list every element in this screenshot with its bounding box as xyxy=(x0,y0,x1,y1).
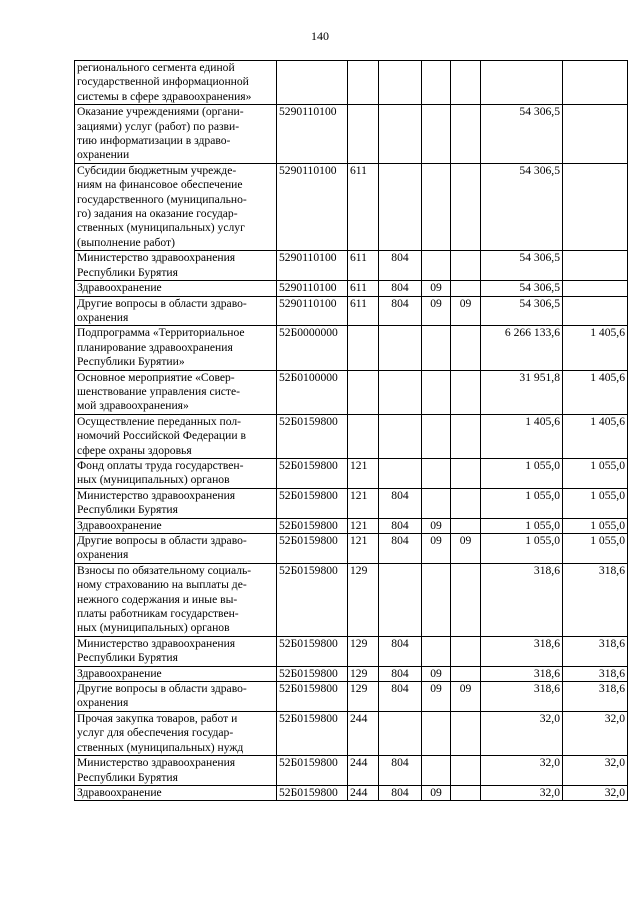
amount-total-cell: 318,6 xyxy=(481,563,563,636)
amount-federal-cell xyxy=(563,251,628,281)
expense-type-code-cell: 611 xyxy=(348,296,379,326)
ministry-code-cell xyxy=(379,326,422,370)
item-name-cell: Другие вопросы в области здраво- охранения xyxy=(75,534,277,564)
table-row xyxy=(75,61,628,105)
expense-type-code-cell: 121 xyxy=(348,518,379,533)
subsection-code-cell xyxy=(451,61,481,105)
amount-federal-cell: 1 055,0 xyxy=(563,488,628,518)
ministry-code-cell: 804 xyxy=(379,281,422,296)
section-code-cell xyxy=(422,105,451,164)
section-code-cell xyxy=(422,488,451,518)
table-row xyxy=(75,414,628,458)
item-name-cell: Взносы по обязательному социаль- ному страхованию на выплаты де- нежного содержания и иные вы- платы работникам государствен- ных (муниципальных) органов xyxy=(75,563,277,636)
ministry-code-cell: 804 xyxy=(379,785,422,800)
amount-federal-cell xyxy=(563,281,628,296)
page-number: 140 xyxy=(311,29,329,43)
subsection-code-cell xyxy=(451,488,481,518)
section-code-cell xyxy=(422,458,451,488)
amount-federal-cell xyxy=(563,105,628,164)
ministry-code-cell xyxy=(379,414,422,458)
subsection-code-cell xyxy=(451,518,481,533)
ministry-code-cell: 804 xyxy=(379,251,422,281)
ministry-code-cell xyxy=(379,563,422,636)
expense-type-code-cell: 611 xyxy=(348,163,379,250)
amount-federal-cell: 32,0 xyxy=(563,711,628,755)
item-name-cell: Другие вопросы в области здраво- охранения xyxy=(75,296,277,326)
expense-type-code-cell xyxy=(348,370,379,414)
amount-federal-cell xyxy=(563,163,628,250)
section-code-cell xyxy=(422,163,451,250)
amount-total-cell: 54 306,5 xyxy=(481,296,563,326)
table-row xyxy=(75,534,628,564)
target-article-code-cell: 52Б0159800 xyxy=(277,518,348,533)
target-article-code-cell: 52Б0159800 xyxy=(277,458,348,488)
subsection-code-cell xyxy=(451,636,481,666)
section-code-cell xyxy=(422,326,451,370)
amount-total-cell: 1 405,6 xyxy=(481,414,563,458)
ministry-code-cell xyxy=(379,458,422,488)
amount-federal-cell: 1 405,6 xyxy=(563,326,628,370)
expense-type-code-cell: 121 xyxy=(348,458,379,488)
item-name-cell: регионального сегмента единой государственной информационной системы в сфере здравоохранения» xyxy=(75,61,277,105)
expense-type-code-cell: 244 xyxy=(348,756,379,786)
amount-federal-cell: 32,0 xyxy=(563,756,628,786)
table-row xyxy=(75,105,628,164)
expense-type-code-cell xyxy=(348,105,379,164)
target-article-code-cell: 52Б0159800 xyxy=(277,666,348,681)
ministry-code-cell: 804 xyxy=(379,534,422,564)
ministry-code-cell: 804 xyxy=(379,636,422,666)
subsection-code-cell xyxy=(451,281,481,296)
section-code-cell xyxy=(422,636,451,666)
amount-federal-cell xyxy=(563,296,628,326)
expense-type-code-cell: 611 xyxy=(348,251,379,281)
budget-table xyxy=(74,60,628,801)
amount-total-cell: 1 055,0 xyxy=(481,488,563,518)
ministry-code-cell: 804 xyxy=(379,296,422,326)
table-row xyxy=(75,163,628,250)
item-name-cell: Фонд оплаты труда государствен- ных (муниципальных) органов xyxy=(75,458,277,488)
amount-total-cell: 1 055,0 xyxy=(481,458,563,488)
amount-federal-cell: 1 055,0 xyxy=(563,518,628,533)
target-article-code-cell: 52Б0159800 xyxy=(277,534,348,564)
section-code-cell xyxy=(422,711,451,755)
ministry-code-cell xyxy=(379,105,422,164)
amount-federal-cell: 1 055,0 xyxy=(563,458,628,488)
table-row xyxy=(75,326,628,370)
item-name-cell: Подпрограмма «Территориальное планирование здравоохранения Республики Бурятии» xyxy=(75,326,277,370)
subsection-code-cell xyxy=(451,785,481,800)
target-article-code-cell: 52Б0159800 xyxy=(277,563,348,636)
amount-federal-cell: 1 405,6 xyxy=(563,370,628,414)
expense-type-code-cell: 129 xyxy=(348,666,379,681)
ministry-code-cell: 804 xyxy=(379,488,422,518)
target-article-code-cell: 52Б0159800 xyxy=(277,756,348,786)
subsection-code-cell xyxy=(451,756,481,786)
target-article-code-cell: 52Б0159800 xyxy=(277,636,348,666)
amount-federal-cell xyxy=(563,61,628,105)
item-name-cell: Здравоохранение xyxy=(75,281,277,296)
amount-total-cell: 54 306,5 xyxy=(481,281,563,296)
table-row xyxy=(75,518,628,533)
amount-total-cell xyxy=(481,61,563,105)
item-name-cell: Здравоохранение xyxy=(75,666,277,681)
expense-type-code-cell: 121 xyxy=(348,488,379,518)
table-row xyxy=(75,296,628,326)
item-name-cell: Министерство здравоохранения Республики Бурятия xyxy=(75,488,277,518)
target-article-code-cell xyxy=(277,61,348,105)
target-article-code-cell: 52Б0159800 xyxy=(277,488,348,518)
amount-total-cell: 318,6 xyxy=(481,682,563,712)
section-code-cell xyxy=(422,370,451,414)
table-row xyxy=(75,281,628,296)
ministry-code-cell xyxy=(379,163,422,250)
section-code-cell: 09 xyxy=(422,296,451,326)
item-name-cell: Субсидии бюджетным учрежде- ниям на финансовое обеспечение государственного (муниципально- го) задания на оказание государ- ственных (муниципальных) услуг (выполнение работ) xyxy=(75,163,277,250)
ministry-code-cell: 804 xyxy=(379,682,422,712)
table-row xyxy=(75,682,628,712)
amount-total-cell: 32,0 xyxy=(481,785,563,800)
subsection-code-cell xyxy=(451,326,481,370)
table-row xyxy=(75,458,628,488)
ministry-code-cell: 804 xyxy=(379,518,422,533)
ministry-code-cell xyxy=(379,711,422,755)
table-row xyxy=(75,563,628,636)
table-row xyxy=(75,666,628,681)
item-name-cell: Здравоохранение xyxy=(75,518,277,533)
subsection-code-cell: 09 xyxy=(451,296,481,326)
expense-type-code-cell xyxy=(348,414,379,458)
expense-type-code-cell: 244 xyxy=(348,785,379,800)
target-article-code-cell: 5290110100 xyxy=(277,281,348,296)
amount-federal-cell: 318,6 xyxy=(563,666,628,681)
target-article-code-cell: 52Б0159800 xyxy=(277,682,348,712)
target-article-code-cell: 52Б0000000 xyxy=(277,326,348,370)
table-row xyxy=(75,251,628,281)
target-article-code-cell: 52Б0159800 xyxy=(277,414,348,458)
section-code-cell xyxy=(422,251,451,281)
table-row xyxy=(75,756,628,786)
amount-total-cell: 318,6 xyxy=(481,666,563,681)
item-name-cell: Осуществление переданных пол- номочий Российской Федерации в сфере охраны здоровья xyxy=(75,414,277,458)
amount-total-cell: 32,0 xyxy=(481,756,563,786)
table-row xyxy=(75,785,628,800)
expense-type-code-cell xyxy=(348,326,379,370)
expense-type-code-cell: 121 xyxy=(348,534,379,564)
subsection-code-cell xyxy=(451,458,481,488)
ministry-code-cell: 804 xyxy=(379,666,422,681)
expense-type-code-cell xyxy=(348,61,379,105)
section-code-cell: 09 xyxy=(422,682,451,712)
item-name-cell: Оказание учреждениями (органи- зациями) услуг (работ) по разви- тию информатизации в здраво- охранении xyxy=(75,105,277,164)
subsection-code-cell xyxy=(451,251,481,281)
amount-total-cell: 54 306,5 xyxy=(481,251,563,281)
item-name-cell: Основное мероприятие «Совер- шенствование управления систе- мой здравоохранения» xyxy=(75,370,277,414)
expense-type-code-cell: 244 xyxy=(348,711,379,755)
section-code-cell: 09 xyxy=(422,281,451,296)
subsection-code-cell xyxy=(451,563,481,636)
table-row xyxy=(75,370,628,414)
ministry-code-cell xyxy=(379,61,422,105)
amount-federal-cell: 318,6 xyxy=(563,682,628,712)
item-name-cell: Министерство здравоохранения Республики Бурятия xyxy=(75,251,277,281)
section-code-cell xyxy=(422,563,451,636)
item-name-cell: Здравоохранение xyxy=(75,785,277,800)
amount-total-cell: 54 306,5 xyxy=(481,105,563,164)
table-row xyxy=(75,711,628,755)
target-article-code-cell: 5290110100 xyxy=(277,163,348,250)
expense-type-code-cell: 611 xyxy=(348,281,379,296)
ministry-code-cell: 804 xyxy=(379,756,422,786)
subsection-code-cell xyxy=(451,105,481,164)
section-code-cell: 09 xyxy=(422,666,451,681)
amount-federal-cell: 1 055,0 xyxy=(563,534,628,564)
subsection-code-cell: 09 xyxy=(451,682,481,712)
target-article-code-cell: 5290110100 xyxy=(277,296,348,326)
amount-federal-cell: 1 405,6 xyxy=(563,414,628,458)
amount-total-cell: 31 951,8 xyxy=(481,370,563,414)
subsection-code-cell xyxy=(451,666,481,681)
amount-federal-cell: 32,0 xyxy=(563,785,628,800)
item-name-cell: Министерство здравоохранения Республики Бурятия xyxy=(75,756,277,786)
table-row xyxy=(75,488,628,518)
expense-type-code-cell: 129 xyxy=(348,563,379,636)
target-article-code-cell: 52Б0159800 xyxy=(277,785,348,800)
section-code-cell: 09 xyxy=(422,785,451,800)
target-article-code-cell: 52Б0159800 xyxy=(277,711,348,755)
subsection-code-cell xyxy=(451,163,481,250)
ministry-code-cell xyxy=(379,370,422,414)
item-name-cell: Министерство здравоохранения Республики Бурятия xyxy=(75,636,277,666)
amount-total-cell: 318,6 xyxy=(481,636,563,666)
amount-total-cell: 32,0 xyxy=(481,711,563,755)
amount-total-cell: 6 266 133,6 xyxy=(481,326,563,370)
subsection-code-cell xyxy=(451,370,481,414)
expense-type-code-cell: 129 xyxy=(348,636,379,666)
target-article-code-cell: 5290110100 xyxy=(277,251,348,281)
budget-table-body xyxy=(75,61,628,801)
item-name-cell: Другие вопросы в области здраво- охранения xyxy=(75,682,277,712)
section-code-cell xyxy=(422,414,451,458)
amount-total-cell: 54 306,5 xyxy=(481,163,563,250)
section-code-cell xyxy=(422,61,451,105)
section-code-cell: 09 xyxy=(422,534,451,564)
table-row xyxy=(75,636,628,666)
amount-federal-cell: 318,6 xyxy=(563,563,628,636)
subsection-code-cell xyxy=(451,711,481,755)
target-article-code-cell: 52Б0100000 xyxy=(277,370,348,414)
item-name-cell: Прочая закупка товаров, работ и услуг для обеспечения государ- ственных (муниципальных) нужд xyxy=(75,711,277,755)
section-code-cell: 09 xyxy=(422,518,451,533)
target-article-code-cell: 5290110100 xyxy=(277,105,348,164)
expense-type-code-cell: 129 xyxy=(348,682,379,712)
subsection-code-cell: 09 xyxy=(451,534,481,564)
amount-total-cell: 1 055,0 xyxy=(481,534,563,564)
amount-federal-cell: 318,6 xyxy=(563,636,628,666)
amount-total-cell: 1 055,0 xyxy=(481,518,563,533)
section-code-cell xyxy=(422,756,451,786)
subsection-code-cell xyxy=(451,414,481,458)
